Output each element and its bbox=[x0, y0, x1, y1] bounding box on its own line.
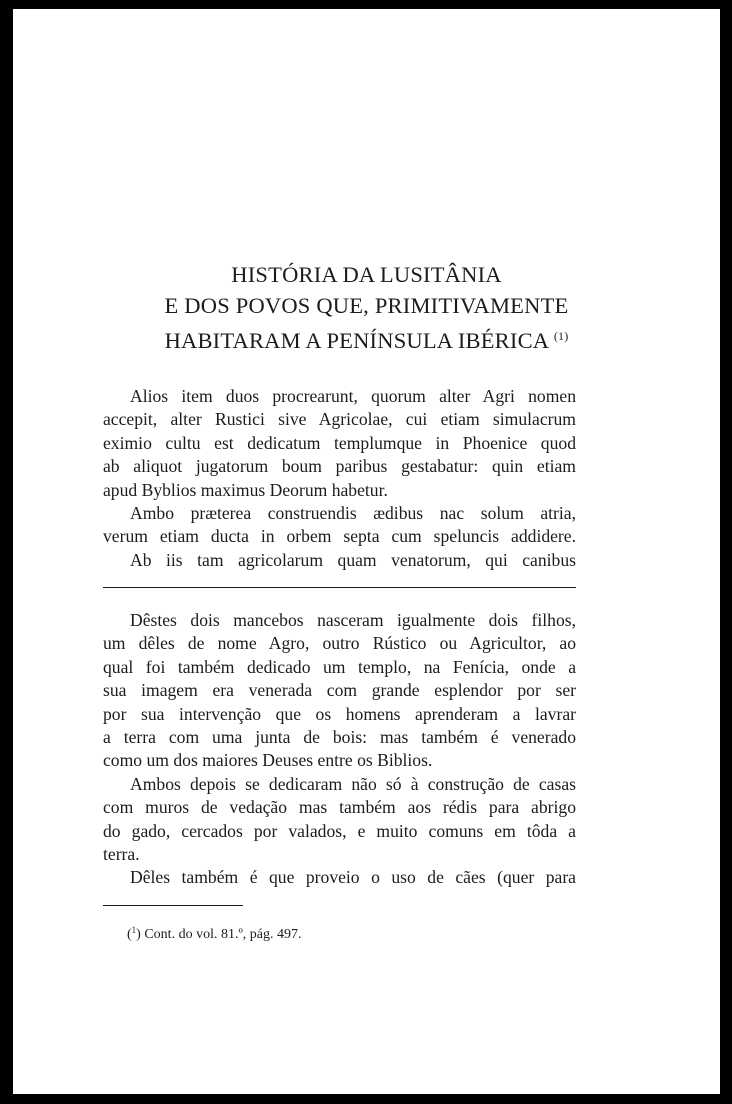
title-line-3 bbox=[13, 321, 720, 356]
footnote-marker: 1 bbox=[131, 925, 137, 935]
title-line-3-text: HABITARAM A PENÍNSULA IBÉRICA bbox=[164, 328, 548, 353]
text-line: a terra com uma junta de bois: mas também é venerado bbox=[103, 727, 576, 748]
text-line: Alios item duos procrearunt, quorum alter Agri nomen bbox=[130, 386, 576, 406]
text-line: Ambos depois se dedicaram não só à construção de casas bbox=[130, 773, 576, 794]
latin-paragraph bbox=[103, 385, 576, 502]
portuguese-paragraph bbox=[103, 773, 576, 867]
footnote-divider bbox=[103, 905, 243, 906]
text-line: qual foi também dedicado um templo, na Fenícia, onde a bbox=[103, 656, 576, 677]
latin-paragraph bbox=[103, 502, 576, 549]
text-line: Dêstes dois mancebos nasceram igualmente dois filhos, bbox=[130, 610, 576, 630]
footnote: ($^1$) Cont. do vol. 81.º, pág. 497. bbox=[127, 925, 302, 942]
text-line: eximio cultu est dedicatum templumque in Phoenice quod bbox=[103, 432, 576, 453]
portuguese-paragraph bbox=[103, 866, 576, 889]
chapter-title bbox=[13, 259, 720, 356]
footnote-text: Cont. do vol. 81.º, pág. 497. bbox=[144, 927, 302, 942]
text-line: Ab iis tam agricolarum quam venatorum, qui canibus bbox=[130, 549, 576, 570]
portuguese-text bbox=[103, 609, 576, 890]
latin-text bbox=[103, 385, 576, 572]
text-line: com muros de vedação mas também aos rédis para abrigo bbox=[103, 797, 576, 818]
text-line: ab aliquot jugatorum boum paribus gestabatur: quin etiam bbox=[103, 456, 576, 477]
text-line: verum etiam ducta in orbem septa cum speluncis addidere. bbox=[103, 526, 576, 547]
text-line: como um dos maiores Deuses entre os Biblios. bbox=[103, 750, 433, 771]
title-line-1: HISTÓRIA DA LUSITÂNIA bbox=[231, 262, 502, 287]
text-line: Ambo præterea construendis ædibus nac solum atria, bbox=[130, 503, 576, 524]
text-line: apud Byblios maximus Deorum habetur. bbox=[103, 479, 388, 500]
text-line: terra. bbox=[103, 844, 140, 865]
text-line: por sua intervenção que os homens aprenderam a lavrar bbox=[103, 703, 576, 724]
latin-paragraph bbox=[103, 549, 576, 572]
document-page bbox=[13, 9, 720, 1094]
text-line: Dêles também é que proveio o uso de cães (quer para bbox=[130, 867, 576, 888]
portuguese-paragraph bbox=[103, 609, 576, 773]
title-line-2: E DOS POVOS QUE, PRIMITIVAMENTE bbox=[164, 293, 569, 318]
text-line: sua imagem era venerada com grande esplendor por ser bbox=[103, 680, 576, 701]
title-footnote-ref[interactable]: (1) bbox=[553, 329, 569, 343]
text-line: accepit, alter Rustici sive Agricolae, cui etiam simulacrum bbox=[103, 409, 576, 430]
text-line: do gado, cercados por valados, e muito comuns em tôda a bbox=[103, 820, 576, 841]
section-divider bbox=[103, 587, 576, 588]
text-line: um dêles de nome Agro, outro Rústico ou Agricultor, ao bbox=[103, 633, 576, 654]
